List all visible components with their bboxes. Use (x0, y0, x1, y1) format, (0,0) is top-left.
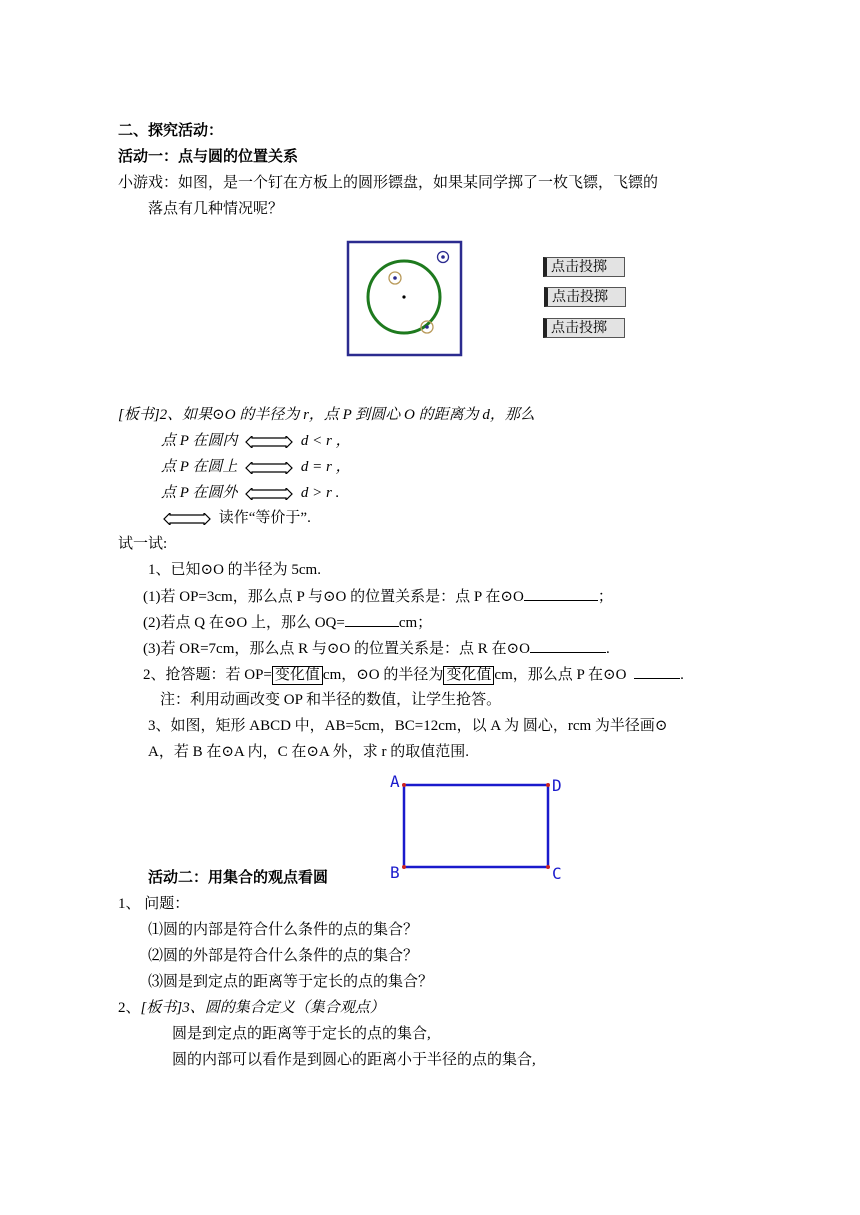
equivalent-arrow-icon (245, 462, 293, 474)
relation-row-on (161, 457, 351, 477)
vertex-a (402, 783, 406, 787)
label-a: A (390, 772, 400, 791)
equivalent-arrow-icon (245, 488, 293, 500)
question-text: cm，⊙O 的半径为 (322, 667, 444, 683)
question-text: (1)若 OP=3cm，那么点 P 与⊙O 的位置关系是：点 P 在⊙O (143, 589, 524, 605)
label-c: C (552, 864, 562, 883)
question-text: 2、抢答题：若 OP= (143, 667, 272, 683)
board-note-heading: [板书]2、如果⊙O 的半径为 r，点 P 到圆心 O 的距离为 d，那么 (118, 407, 535, 423)
dart-outside-marker (438, 252, 449, 263)
activity2-question-2: ⑵圆的外部是符合什么条件的点的集合？ (148, 948, 419, 964)
radius-value-box[interactable]: 变化值 (443, 666, 494, 685)
set-definition-line-2: 圆的内部可以看作是到圆心的距离小于半径的点的集合, (172, 1052, 536, 1068)
question-3-line-2: A，若 B 在⊙A 内，C 在⊙A 外，求 r 的取值范围. (148, 744, 469, 760)
vertex-d (546, 783, 550, 787)
question-end: ； (597, 589, 613, 605)
question-3-line-1: 3、如图，矩形 ABCD 中，AB=5cm，BC=12cm，以 A 为 圆心，rcm 为半径画⊙ (148, 718, 668, 734)
question-1-part-3 (143, 638, 610, 659)
label-d: D (552, 776, 562, 795)
rectangle-abcd (404, 785, 548, 867)
section-title: 二、探究活动： (118, 123, 224, 139)
question-end: . (605, 641, 610, 657)
relation-lhs: 点 P 在圆内 (161, 433, 238, 449)
activity2-title: 活动二：用集合的观点看圆 (148, 870, 329, 886)
answer-blank[interactable] (530, 638, 606, 653)
question-1-part-1 (143, 586, 613, 607)
question-1-stem: 1、已知⊙O 的半径为 5cm. (148, 562, 321, 578)
question-end: . (680, 667, 684, 683)
heading-text: [板书]3、圆的集合定义（集合观点） (140, 1000, 385, 1016)
throw-button-1[interactable]: 点击投掷 (543, 257, 625, 277)
question-2 (143, 664, 684, 685)
question-2-note: 注：利用动画改变 OP 和半径的数值，让学生抢答。 (160, 692, 502, 708)
equivalent-reading-row (163, 508, 311, 528)
question-1-part-2 (143, 612, 432, 633)
label-b: B (390, 863, 400, 882)
relation-rhs: d > r . (300, 485, 340, 501)
activity2-question-3: ⑶圆是到定点的距离等于定长的点的集合？ (148, 974, 434, 990)
rectangle-abcd-figure (386, 770, 576, 886)
dart-inside-marker (389, 272, 401, 284)
op-value-box[interactable]: 变化值 (272, 666, 323, 685)
question-end: cm； (398, 615, 433, 631)
activity1-title: 活动一：点与圆的位置关系 (118, 149, 299, 165)
throw-button-3[interactable]: 点击投掷 (543, 318, 625, 338)
answer-blank[interactable] (524, 586, 598, 601)
relation-rhs: d = r ， (300, 459, 351, 475)
relation-lhs: 点 P 在圆外 (161, 485, 238, 501)
question-text: cm，那么点 P 在⊙O (494, 667, 631, 683)
intro-line-2: 落点有几种情况呢？ (148, 201, 284, 217)
question-text: (3)若 OR=7cm，那么点 R 与⊙O 的位置关系是：点 R 在⊙O (143, 641, 530, 657)
activity2-question-header: 1、 问题： (118, 896, 190, 912)
equivalent-reading: 读作“等价于”. (218, 510, 311, 526)
dartboard-figure (346, 240, 464, 358)
set-definition-line-1: 圆是到定点的距离等于定长的点的集合, (172, 1026, 431, 1042)
heading-prefix: 2、 (118, 1000, 141, 1016)
answer-blank[interactable] (345, 612, 399, 627)
circle-center (402, 295, 405, 298)
equivalent-arrow-icon (245, 436, 293, 448)
equivalent-arrow-icon (163, 513, 211, 525)
try-it-title: 试一试: (118, 536, 168, 552)
vertex-b (402, 865, 406, 869)
relation-row-inside (161, 431, 351, 451)
set-definition-heading (118, 998, 385, 1018)
vertex-c (546, 865, 550, 869)
relation-row-outside (161, 483, 339, 503)
relation-rhs: d < r ， (300, 433, 351, 449)
throw-button-2[interactable]: 点击投掷 (544, 287, 626, 307)
relation-lhs: 点 P 在圆上 (161, 459, 238, 475)
intro-line-1: 小游戏：如图，是一个钉在方板上的圆形镖盘，如果某同学掷了一枚飞镖，飞镖的 (118, 175, 659, 191)
question-text: (2)若点 Q 在⊙O 上，那么 OQ= (143, 615, 345, 631)
answer-blank[interactable] (634, 664, 680, 679)
activity2-question-1: ⑴圆的内部是符合什么条件的点的集合？ (148, 922, 419, 938)
